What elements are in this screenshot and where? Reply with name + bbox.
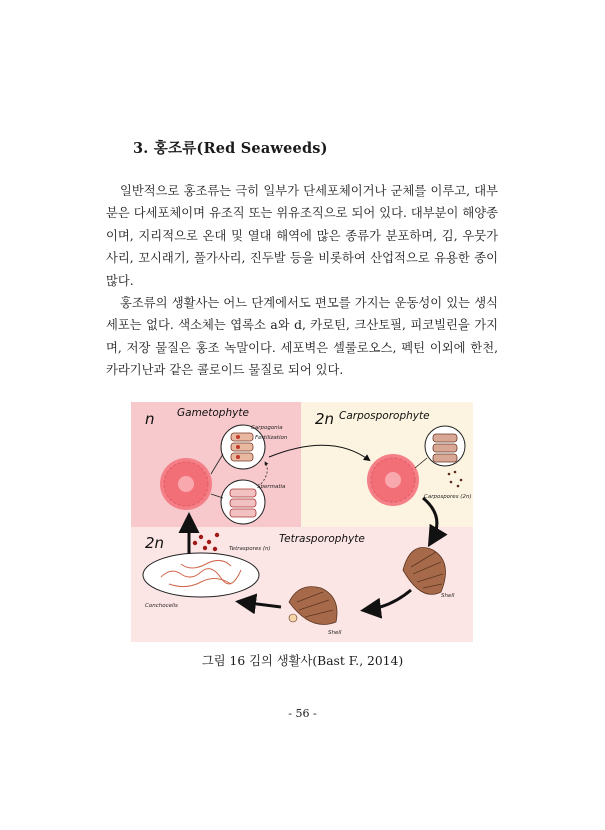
gametophyte-ploidy: n [145, 410, 155, 428]
page-number: - 56 - [288, 707, 317, 720]
shell-2-label: Shell [328, 630, 342, 636]
conchocelis-label: Conchocelis [145, 603, 178, 609]
gametophyte-thallus [160, 458, 212, 510]
carposporangia-detail [425, 426, 465, 466]
tetraspores-label: Tetraspores (n) [229, 546, 271, 552]
conchocelis [143, 553, 259, 597]
life-cycle-figure [131, 402, 473, 642]
carposporophyte-ploidy: 2n [315, 410, 335, 428]
gametophyte-panel [131, 402, 301, 527]
carpospores-label: Carpospores (2n) [424, 494, 472, 500]
fertilization-label: Fertilization [255, 435, 288, 441]
body-paragraph-2: 홍조류의 생활사는 어느 단계에서도 편모를 가지는 운동성이 있는 생식 세포는 없다. 색소체는 엽록소 a와 d, 카로틴, 크산토필, 피코빌린을 가지며, 저장 물질은 홍조 녹말이다. 세포벽은 셀룰로오스, 펙틴 이외에 한천, 카라기난과 같은 콜로이드 물질로 되어 있다. [106, 296, 498, 378]
section-heading: 3. 홍조류(Red Seaweeds) [133, 140, 328, 157]
carpogonia-label: Carpogonia [251, 425, 283, 431]
body-paragraph-1: 일반적으로 홍조류는 극히 일부가 단세포체이거나 군체를 이루고, 대부분은 다세포체이며 유조직 또는 위유조직으로 되어 있다. 대부분이 해양종이며, 지리적으로 온대 및 열대 해역에 많은 종류가 분포하며, 김, 우뭇가사리, 꼬시래기, 풀가사리, 진두발 등을 비롯하여 산업적으로 유용한 종이 많다. [106, 184, 498, 288]
gametophyte-title: Gametophyte [177, 407, 249, 419]
carpogonia-detail [221, 425, 265, 469]
spermatia-label: Spermatia [257, 484, 286, 490]
tetrasporophyte-ploidy: 2n [145, 534, 165, 552]
figure-caption: 그림 16 김의 생활사(Bast F., 2014) [201, 654, 404, 668]
tetrasporophyte-title: Tetrasporophyte [279, 533, 365, 545]
carposporophyte-thallus [367, 454, 419, 506]
shell-1-label: Shell [441, 593, 455, 599]
carposporophyte-title: Carposporophyte [339, 410, 430, 422]
